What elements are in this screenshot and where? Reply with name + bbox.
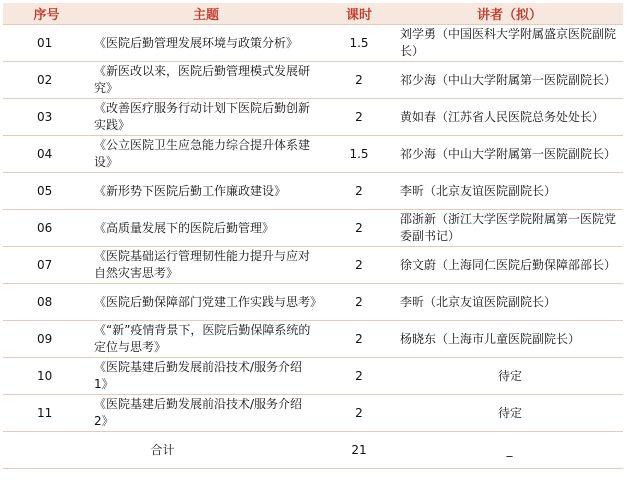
row-no: 01 <box>3 25 90 62</box>
row-topic: 《新医改以来，医院后勤管理模式发展研究》 <box>90 62 322 99</box>
row-lecturer: 刘学勇（中国医科大学附属盛京医院副院长） <box>396 25 623 62</box>
row-hours: 2 <box>322 284 396 321</box>
row-topic: 《新形势下医院后勤工作廉政建设》 <box>90 173 322 210</box>
header-hours: 课时 <box>322 3 396 25</box>
row-topic: 《医院后勤管理发展环境与政策分析》 <box>90 25 322 62</box>
row-no: 08 <box>3 284 90 321</box>
row-lecturer: 祁少海（中山大学附属第一医院副院长） <box>396 62 623 99</box>
row-topic: 《改善医疗服务行动计划下医院后勤创新实践》 <box>90 99 322 136</box>
row-no: 06 <box>3 210 90 247</box>
table-row <box>3 321 623 358</box>
total-hours: 21 <box>322 432 396 469</box>
row-topic: 《高质量发展下的医院后勤管理》 <box>90 210 322 247</box>
row-hours: 1.5 <box>322 136 396 173</box>
course-schedule-table <box>3 3 623 469</box>
table-header-row <box>3 3 623 25</box>
row-topic: 《公立医院卫生应急能力综合提升体系建设》 <box>90 136 322 173</box>
row-lecturer: 杨晓东（上海市儿童医院副院长） <box>396 321 623 358</box>
table-row <box>3 247 623 284</box>
total-lecturer: _ <box>396 432 623 469</box>
row-no: 04 <box>3 136 90 173</box>
row-hours: 2 <box>322 321 396 358</box>
row-lecturer: 邵浙新（浙江大学医学院附属第一医院党委副书记） <box>396 210 623 247</box>
header-no: 序号 <box>3 3 90 25</box>
row-hours: 2 <box>322 247 396 284</box>
row-no: 05 <box>3 173 90 210</box>
row-topic: 《医院基建后勤发展前沿技术/服务介绍 2》 <box>90 395 322 432</box>
row-lecturer: 李昕（北京友谊医院副院长） <box>396 173 623 210</box>
row-no: 09 <box>3 321 90 358</box>
table-row <box>3 173 623 210</box>
header-lecturer: 讲者（拟） <box>396 3 623 25</box>
header-topic: 主题 <box>90 3 322 25</box>
row-no: 07 <box>3 247 90 284</box>
total-label: 合计 <box>3 432 322 469</box>
row-hours: 2 <box>322 173 396 210</box>
row-hours: 2 <box>322 62 396 99</box>
row-lecturer: 待定 <box>396 395 623 432</box>
table-row <box>3 284 623 321</box>
table-row <box>3 62 623 99</box>
table-row <box>3 25 623 62</box>
row-lecturer: 祁少海（中山大学附属第一医院副院长） <box>396 136 623 173</box>
row-hours: 2 <box>322 99 396 136</box>
table-row <box>3 136 623 173</box>
row-topic: 《医院基础运行管理韧性能力提升与应对自然灾害思考》 <box>90 247 322 284</box>
row-hours: 1.5 <box>322 25 396 62</box>
row-topic: 《医院基建后勤发展前沿技术/服务介绍 1》 <box>90 358 322 395</box>
row-lecturer: 李昕（北京友谊医院副院长） <box>396 284 623 321</box>
row-hours: 2 <box>322 210 396 247</box>
row-hours: 2 <box>322 358 396 395</box>
total-row <box>3 432 623 469</box>
table-row <box>3 395 623 432</box>
table-row <box>3 99 623 136</box>
table-row <box>3 210 623 247</box>
row-topic: 《“新”疫情背景下，医院后勤保障系统的定位与思考》 <box>90 321 322 358</box>
row-topic: 《医院后勤保障部门党建工作实践与思考》 <box>90 284 322 321</box>
row-hours: 2 <box>322 395 396 432</box>
table-row <box>3 358 623 395</box>
row-no: 11 <box>3 395 90 432</box>
row-no: 03 <box>3 99 90 136</box>
row-lecturer: 待定 <box>396 358 623 395</box>
row-no: 10 <box>3 358 90 395</box>
row-no: 02 <box>3 62 90 99</box>
row-lecturer: 黄如春（江苏省人民医院总务处处长） <box>396 99 623 136</box>
row-lecturer: 徐文蔚（上海同仁医院后勤保障部部长） <box>396 247 623 284</box>
